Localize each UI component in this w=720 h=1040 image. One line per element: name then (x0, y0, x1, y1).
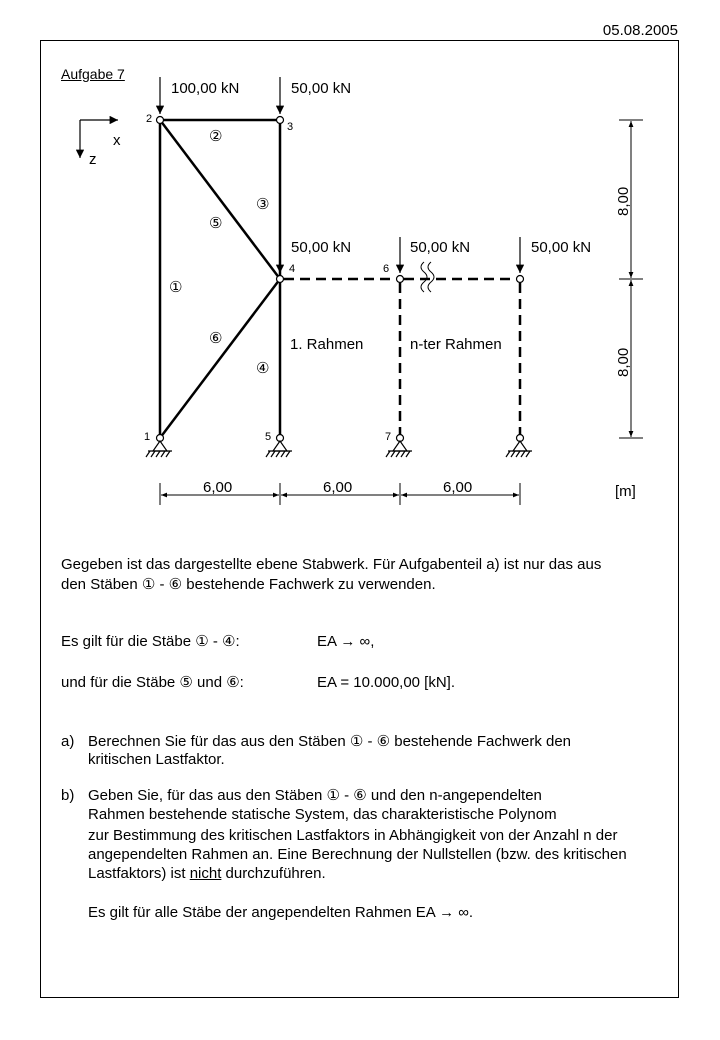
x-axis-label: x (113, 132, 121, 149)
task-title: Aufgabe 7 (61, 66, 125, 82)
dim-v-2: 8,00 (615, 347, 632, 377)
task-b-marker: b) (61, 787, 75, 804)
support-7 (386, 441, 412, 457)
load-label-node-4: 50,00 kN (291, 239, 352, 256)
task-a-marker: a) (61, 733, 75, 750)
dim-h-2: 6,00 (323, 479, 353, 496)
break-symbol (421, 262, 434, 292)
bar-6 (160, 279, 280, 438)
unit-label: [m] (615, 483, 636, 500)
pendulum-frames (284, 279, 520, 438)
intro-line-1: Gegeben ist das dargestellte ebene Stabwerk. Für Aufgabenteil a) ist nur das aus (61, 556, 602, 573)
dim-v-1: 8,00 (615, 186, 632, 216)
load-label-frame-n: 50,00 kN (531, 239, 592, 256)
load-label-node-3: 50,00 kN (291, 80, 352, 97)
dim-h-3: 6,00 (443, 479, 473, 496)
task-a-line-2: kritischen Lastfaktor. (88, 751, 225, 768)
task-b-line-1: Geben Sie, für das aus den Stäben ① - ⑥ und den n-angependelten (88, 787, 542, 804)
bar-label-2: ② (209, 128, 223, 145)
support-5 (266, 441, 292, 457)
document-date: 05.08.2005 (602, 22, 678, 39)
support-1 (146, 441, 172, 457)
vertical-dimension (619, 120, 643, 438)
node-label-1: 1 (144, 431, 151, 443)
emphasis-nicht: nicht (189, 865, 222, 882)
task-b-line-5-start: Lastfaktors) ist (88, 865, 190, 882)
node-label-3: 3 (287, 121, 294, 133)
load-label-node-6: 50,00 kN (410, 239, 471, 256)
frame-label-nth: n-ter Rahmen (410, 336, 502, 353)
bar-label-3: ③ (256, 196, 270, 213)
bar-label-1: ① (169, 279, 183, 296)
task-b-line-5 (88, 864, 326, 884)
bar-label-4: ④ (256, 360, 270, 377)
node-label-6: 6 (383, 263, 390, 275)
node-label-2: 2 (146, 113, 153, 125)
task-b-line-3: zur Bestimmung des kritischen Lastfaktors in Abhängigkeit von der Anzahl n der (88, 827, 618, 844)
dim-h-1: 6,00 (203, 479, 233, 496)
task-b-line-2: Rahmen bestehende statische System, das charakteristische Polynom (88, 806, 557, 823)
support-n (506, 441, 532, 457)
condition-2-label: und für die Stäbe ⑤ und ⑥: (61, 674, 244, 691)
task-b-line-4: angependelten Rahmen an. Eine Berechnung der Nullstellen (bzw. des kritischen (88, 846, 627, 863)
bar-label-5: ⑤ (209, 215, 223, 232)
z-axis-label: z (89, 151, 97, 168)
supports (146, 441, 532, 457)
load-label-node-2: 100,00 kN (171, 80, 240, 97)
node-label-5: 5 (265, 431, 272, 443)
node-label-4: 4 (289, 263, 296, 275)
bar-label-6: ⑥ (209, 330, 223, 347)
frame-label-first: 1. Rahmen (290, 336, 364, 353)
task-a-line-1: Berechnen Sie für das aus den Stäben ① - ⑥ bestehende Fachwerk den (88, 733, 572, 750)
condition-1-label: Es gilt für die Stäbe ① - ④: (61, 633, 240, 650)
task-b-line-5-end: durchzuführen. (221, 865, 326, 882)
task-b-line-6: Es gilt für alle Stäbe der angependelten Rahmen EA → ∞. (88, 904, 474, 921)
intro-line-2: den Stäben ① - ⑥ bestehende Fachwerk zu verwenden. (61, 576, 436, 593)
condition-2-value: EA = 10.000,00 [kN]. (317, 674, 456, 691)
condition-1-value: EA → ∞, (317, 633, 375, 650)
node-label-7: 7 (385, 431, 392, 443)
